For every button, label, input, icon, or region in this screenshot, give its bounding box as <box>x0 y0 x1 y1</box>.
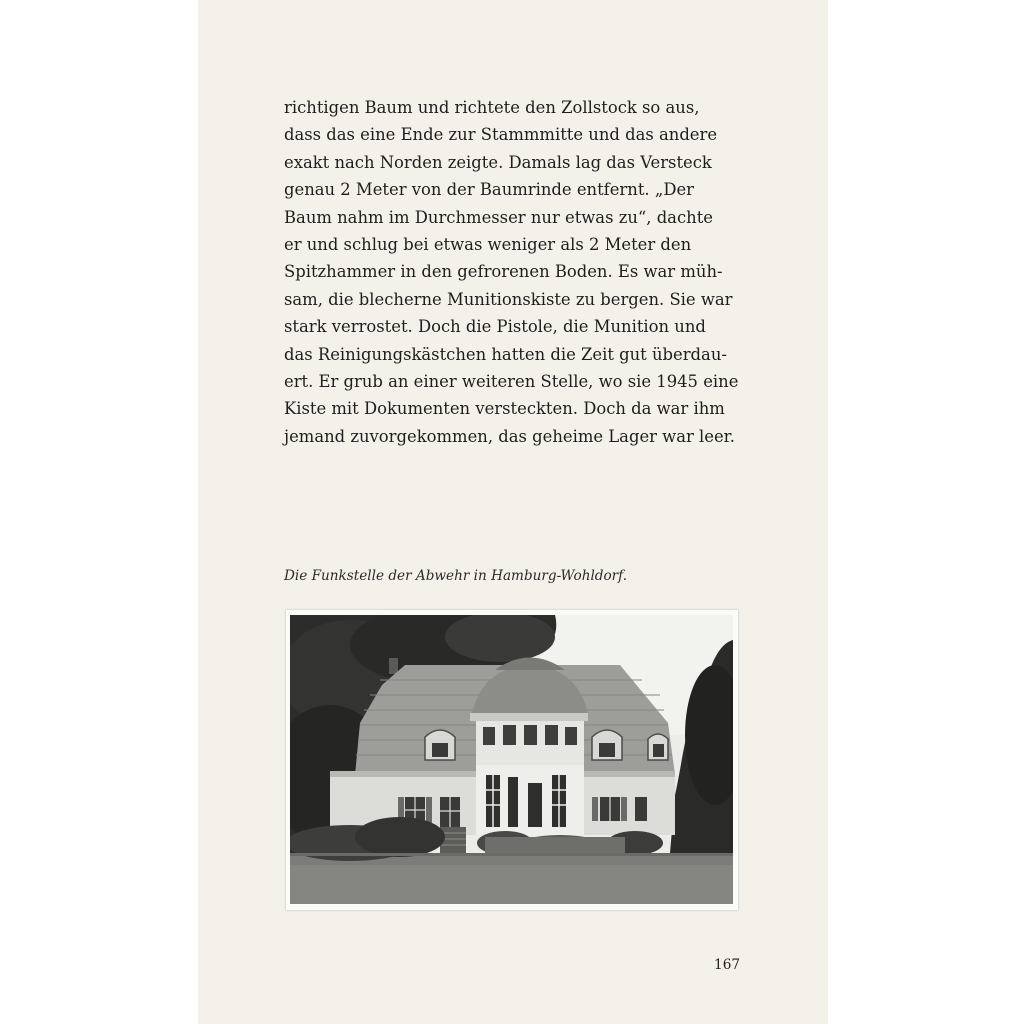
text-line: er und schlug bei etwas weniger als 2 Meter den <box>284 235 692 255</box>
body-text <box>284 94 744 450</box>
photo-caption: Die Funkstelle der Abwehr in Hamburg-Wohldorf. <box>284 568 628 584</box>
text-line: richtigen Baum und richtete den Zollstock so aus, <box>284 98 700 117</box>
villa-photo <box>290 615 733 904</box>
text-line: Spitzhammer in den gefrorenen Boden. Es war müh- <box>284 262 723 282</box>
text-line: Kiste mit Dokumenten versteckten. Doch da war ihm <box>284 399 725 419</box>
text-line: stark verrostet. Doch die Pistole, die Munition und <box>284 317 706 337</box>
text-line: Baum nahm im Durchmesser nur etwas zu“, dachte <box>284 207 713 227</box>
text-line: jemand zuvorgekommen, das geheime Lager war leer. <box>284 426 735 446</box>
photo-frame <box>286 610 738 910</box>
page-number: 167 <box>714 957 740 973</box>
book-page <box>198 0 828 1024</box>
text-line: genau 2 Meter von der Baumrinde entfernt. „Der <box>284 180 694 200</box>
text-line: das Reinigungskästchen hatten die Zeit gut überdau- <box>284 344 727 364</box>
text-line: exakt nach Norden zeigte. Damals lag das Versteck <box>284 152 712 172</box>
text-line: dass das eine Ende zur Stammmitte und das andere <box>284 125 718 145</box>
text-line: sam, die blecherne Munitionskiste zu bergen. Sie war <box>284 289 733 309</box>
text-line: ert. Er grub an einer weiteren Stelle, wo sie 1945 eine <box>284 372 739 392</box>
